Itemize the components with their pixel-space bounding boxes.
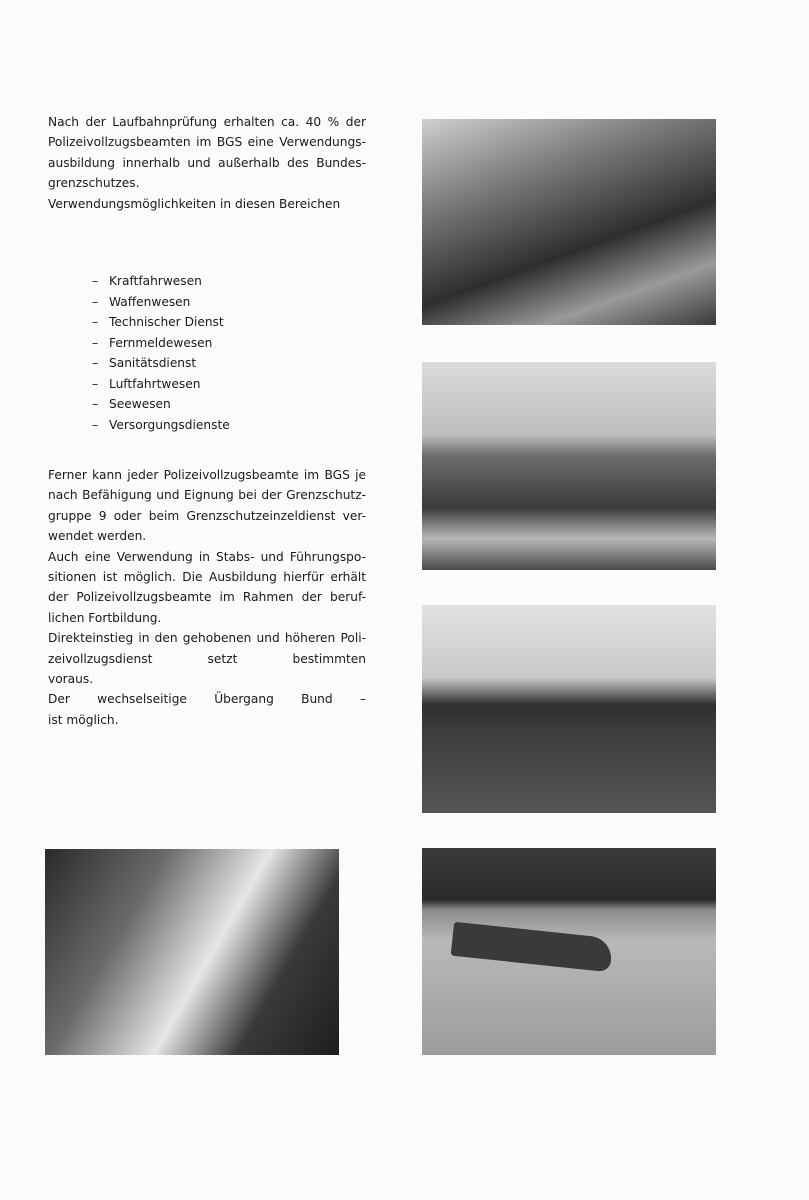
dash: – <box>92 356 99 370</box>
item-label: Luftfahrtwesen <box>109 376 201 391</box>
dash: – <box>92 294 99 309</box>
dash: – <box>92 315 99 329</box>
dash: – <box>92 397 99 411</box>
list-item <box>92 374 230 395</box>
text-line: zeivollzugsdienst setzt bestimmten <box>48 651 366 666</box>
list-item <box>92 415 230 436</box>
text-line: Direkteinstieg in den gehobenen und höheren Poli- <box>48 631 366 646</box>
photo-first-aid-training <box>422 119 716 325</box>
list-item <box>92 312 230 333</box>
text-line: lichen Fortbildung. <box>48 610 162 625</box>
dash: – <box>92 335 99 350</box>
dash: – <box>92 417 99 432</box>
text-line: grenzschutzes. <box>48 176 140 191</box>
body-paragraph <box>48 465 366 730</box>
text-line: nach Befähigung und Eignung bei der Grenzschutz- <box>48 488 366 503</box>
text-line: voraus. <box>48 671 94 686</box>
list-item <box>92 333 230 354</box>
text-line: Nach der Laufbahnprüfung erhalten ca. 40 % der <box>48 115 366 129</box>
dash: – <box>92 274 99 288</box>
areas-list <box>92 271 230 435</box>
text-line: ist möglich. <box>48 712 119 727</box>
item-label: Seewesen <box>109 397 171 411</box>
text-line: Verwendungsmöglichkeiten in diesen Bereichen <box>48 196 341 211</box>
text-line: ausbildung innerhalb und außerhalb des Bundes- <box>48 155 366 170</box>
text-line: der Polizeivollzugsbeamte im Rahmen der beruf- <box>48 590 366 605</box>
photo-patrol-speedboat <box>422 848 716 1055</box>
text-line: Ferner kann jeder Polizeivollzugsbeamte im BGS je <box>48 468 366 482</box>
photo-judo-training <box>422 605 716 813</box>
item-label: Versorgungsdienste <box>109 417 230 432</box>
text-line: Polizeivollzugsbeamten im BGS eine Verwendungs- <box>48 135 366 150</box>
item-label: Fernmeldewesen <box>109 335 213 350</box>
text-line: Auch eine Verwendung in Stabs- und Führungspo- <box>48 549 366 564</box>
item-label: Waffenwesen <box>109 294 191 309</box>
item-label: Technischer Dienst <box>109 315 224 329</box>
item-label: Kraftfahrwesen <box>109 274 202 288</box>
text-line: wendet werden. <box>48 529 147 544</box>
dash: – <box>92 376 99 391</box>
list-item <box>92 292 230 313</box>
list-item <box>92 394 230 415</box>
photo-ski-race <box>45 849 339 1055</box>
text-line: Der wechselseitige Übergang Bund – <box>48 692 366 707</box>
text-line: sitionen ist möglich. Die Ausbildung hierfür erhält <box>48 569 366 584</box>
photo-boat-crew <box>422 362 716 570</box>
text-line: gruppe 9 oder beim Grenzschutzeinzeldienst ver- <box>48 508 366 523</box>
list-item <box>92 353 230 374</box>
intro-paragraph <box>48 112 366 214</box>
speedboat-shape <box>451 922 614 973</box>
list-item <box>92 271 230 292</box>
item-label: Sanitätsdienst <box>109 356 197 370</box>
